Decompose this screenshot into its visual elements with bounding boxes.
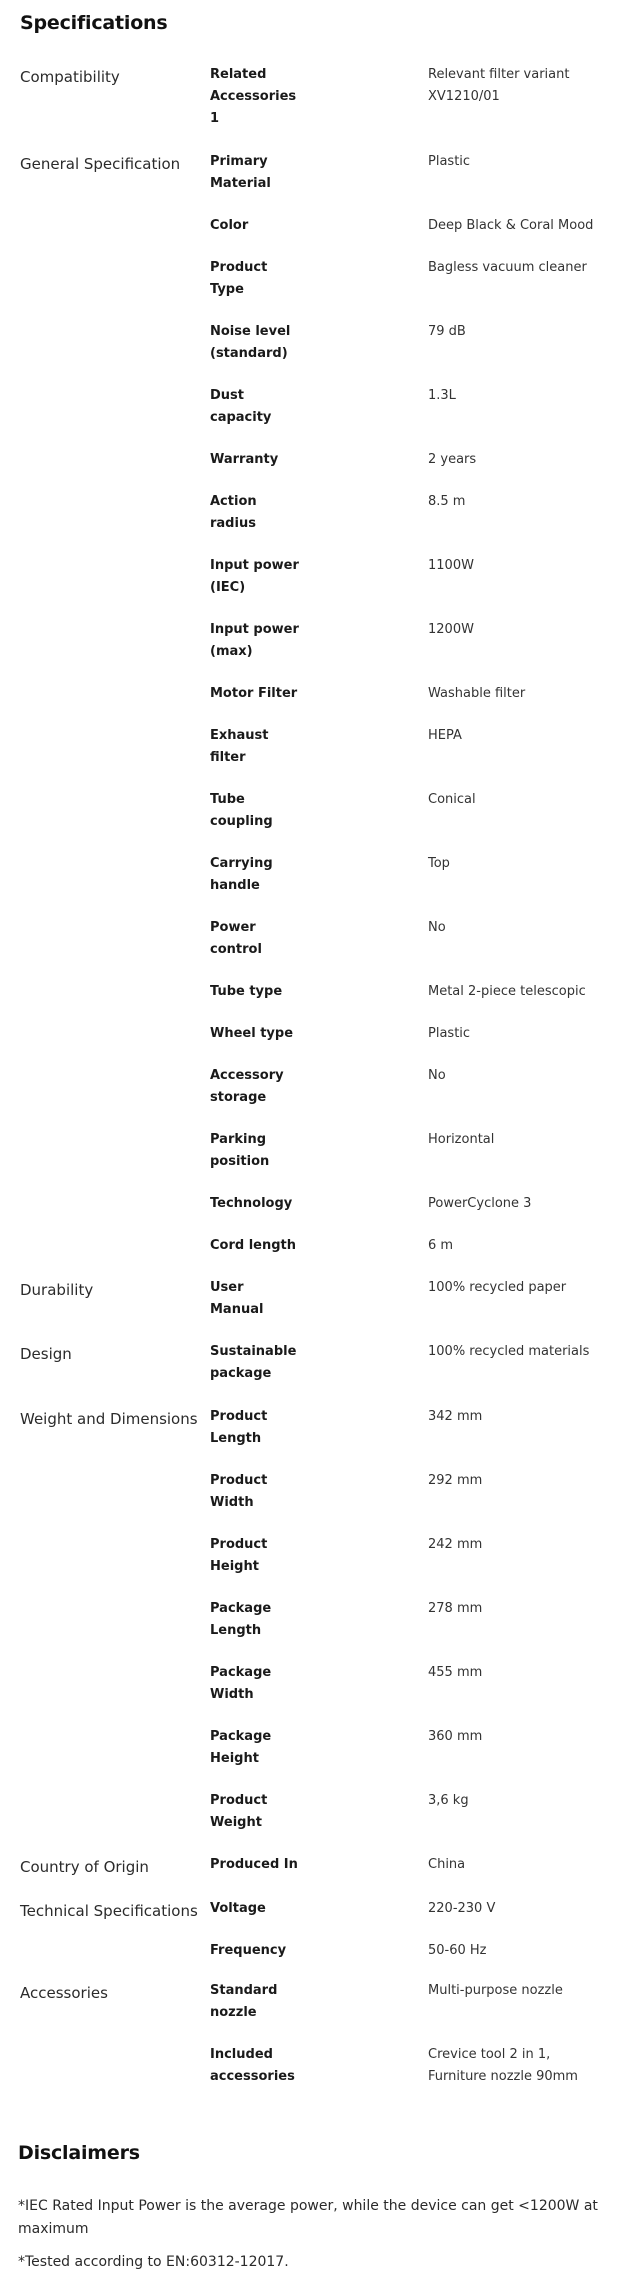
spec-key: Primary Material xyxy=(210,154,271,191)
spec-key-cell xyxy=(210,1023,428,1045)
spec-row xyxy=(210,151,608,195)
spec-value: 1200W xyxy=(428,622,474,637)
spec-group-label: Durability xyxy=(20,1281,94,1299)
spec-value: Bagless vacuum cleaner xyxy=(428,260,587,275)
spec-group-rows xyxy=(210,1898,608,1962)
spec-key: Product Type xyxy=(210,260,268,297)
spec-key-cell xyxy=(210,1341,428,1385)
spec-row xyxy=(210,1726,608,1770)
spec-key-cell xyxy=(210,257,428,301)
spec-key: Input power (IEC) xyxy=(210,558,299,595)
spec-value: 3,6 kg xyxy=(428,1793,469,1808)
spec-key: Frequency xyxy=(210,1943,287,1958)
spec-key-cell xyxy=(210,491,428,535)
spec-key-cell xyxy=(210,789,428,833)
spec-value: 2 years xyxy=(428,452,477,467)
spec-row xyxy=(210,2044,608,2088)
spec-key-cell xyxy=(210,1129,428,1173)
spec-value: Deep Black & Coral Mood xyxy=(428,218,594,233)
spec-group-rows xyxy=(210,1277,608,1321)
spec-row xyxy=(210,725,608,769)
spec-key-cell xyxy=(210,1235,428,1257)
spec-key: Package Length xyxy=(210,1601,272,1638)
spec-group-label: Compatibility xyxy=(20,68,120,86)
spec-row xyxy=(210,917,608,961)
spec-row xyxy=(210,1790,608,1834)
spec-row xyxy=(210,1854,608,1876)
spec-key: Product Weight xyxy=(210,1793,268,1830)
spec-key-cell xyxy=(210,981,428,1003)
spec-value: 79 dB xyxy=(428,324,466,339)
spec-row xyxy=(210,1470,608,1514)
spec-key-cell xyxy=(210,555,428,599)
spec-value: PowerCyclone 3 xyxy=(428,1196,532,1211)
spec-group-label: Accessories xyxy=(20,1984,108,2002)
spec-group-label: General Specification xyxy=(20,155,181,173)
spec-key: Voltage xyxy=(210,1901,266,1916)
spec-group-rows xyxy=(210,64,608,130)
spec-row xyxy=(210,1598,608,1642)
spec-key: Action radius xyxy=(210,494,257,531)
spec-group xyxy=(20,1341,608,1385)
spec-key: Related Accessories 1 xyxy=(210,67,297,126)
spec-value: Conical xyxy=(428,792,476,807)
spec-key-cell xyxy=(210,1898,428,1920)
spec-key: Package Height xyxy=(210,1729,272,1766)
spec-value: 8.5 m xyxy=(428,494,466,509)
spec-value: 50-60 Hz xyxy=(428,1943,487,1958)
spec-key-cell xyxy=(210,1854,428,1876)
spec-key-cell xyxy=(210,1065,428,1109)
spec-key-cell xyxy=(210,1534,428,1578)
spec-group-rows xyxy=(210,1980,608,2088)
spec-key-cell xyxy=(210,853,428,897)
spec-row xyxy=(210,1898,608,1920)
spec-value: No xyxy=(428,1068,446,1083)
spec-value: Washable filter xyxy=(428,686,526,701)
spec-row xyxy=(210,215,608,237)
spec-group-rows xyxy=(210,1406,608,1834)
spec-value: Plastic xyxy=(428,1026,471,1041)
spec-key-cell xyxy=(210,1940,428,1962)
spec-value: 100% recycled paper xyxy=(428,1280,567,1295)
spec-row xyxy=(210,619,608,663)
spec-key-cell xyxy=(210,1726,428,1770)
spec-row xyxy=(210,257,608,301)
spec-value: Metal 2-piece telescopic xyxy=(428,984,586,999)
spec-value: Multi-purpose nozzle xyxy=(428,1983,563,1998)
spec-key: Exhaust filter xyxy=(210,728,269,765)
spec-key-cell xyxy=(210,1662,428,1706)
spec-value: Plastic xyxy=(428,154,471,169)
spec-value: 1100W xyxy=(428,558,474,573)
spec-key-cell xyxy=(210,725,428,769)
spec-key-cell xyxy=(210,917,428,961)
spec-value: 292 mm xyxy=(428,1473,483,1488)
spec-key-cell xyxy=(210,64,428,130)
spec-group-label: Technical Specifications xyxy=(20,1902,198,1920)
spec-group xyxy=(20,1980,608,2088)
spec-row xyxy=(210,981,608,1003)
spec-key-cell xyxy=(210,1277,428,1321)
spec-key-cell xyxy=(210,619,428,663)
spec-row xyxy=(210,555,608,599)
spec-key: Package Width xyxy=(210,1665,272,1702)
spec-row xyxy=(210,1065,608,1109)
spec-row xyxy=(210,449,608,471)
spec-group-rows xyxy=(210,151,608,1257)
spec-key: Sustainable package xyxy=(210,1344,297,1381)
spec-key: Parking position xyxy=(210,1132,270,1169)
disclaimer-text: *Tested according to EN:60312-12017. xyxy=(18,2254,289,2270)
spec-group xyxy=(20,151,608,1257)
spec-key: Product Height xyxy=(210,1537,268,1574)
spec-key: Standard nozzle xyxy=(210,1983,278,2020)
spec-row xyxy=(210,1534,608,1578)
spec-key: Power control xyxy=(210,920,262,957)
spec-key: Wheel type xyxy=(210,1026,294,1041)
spec-key-cell xyxy=(210,449,428,471)
spec-row xyxy=(210,64,608,130)
spec-value: Horizontal xyxy=(428,1132,495,1147)
spec-row xyxy=(210,1277,608,1321)
spec-key: Motor Filter xyxy=(210,686,298,701)
spec-value: 455 mm xyxy=(428,1665,483,1680)
spec-row xyxy=(210,491,608,535)
spec-key-cell xyxy=(210,1193,428,1215)
spec-value: 342 mm xyxy=(428,1409,483,1424)
spec-key-cell xyxy=(210,683,428,705)
spec-key-cell xyxy=(210,1470,428,1514)
spec-value: HEPA xyxy=(428,728,462,743)
spec-row xyxy=(210,1023,608,1045)
spec-value: 220-230 V xyxy=(428,1901,496,1916)
spec-group xyxy=(20,1406,608,1834)
disclaimer-text: *IEC Rated Input Power is the average power, while the device can get <1200W at maximum xyxy=(18,2198,598,2237)
spec-key: Accessory storage xyxy=(210,1068,284,1105)
spec-row xyxy=(210,1235,608,1257)
spec-key: Cord length xyxy=(210,1238,297,1253)
spec-value: Top xyxy=(428,856,450,871)
spec-group xyxy=(20,1277,608,1321)
spec-group-label: Weight and Dimensions xyxy=(20,1410,198,1428)
spec-row xyxy=(210,853,608,897)
spec-group xyxy=(20,1854,608,1880)
spec-group-rows xyxy=(210,1341,608,1385)
spec-group-label: Design xyxy=(20,1345,72,1363)
spec-key: Tube type xyxy=(210,984,283,999)
specifications-heading: Specifications xyxy=(20,12,168,34)
spec-value: 278 mm xyxy=(428,1601,483,1616)
spec-key: Product Width xyxy=(210,1473,268,1510)
spec-row xyxy=(210,683,608,705)
spec-value: 1.3L xyxy=(428,388,456,403)
spec-key-cell xyxy=(210,321,428,365)
spec-key: Product Length xyxy=(210,1409,268,1446)
spec-row xyxy=(210,321,608,365)
spec-value: 6 m xyxy=(428,1238,454,1253)
spec-key: Color xyxy=(210,218,249,233)
spec-key: Tube coupling xyxy=(210,792,273,829)
spec-value: No xyxy=(428,920,446,935)
spec-key: Included accessories xyxy=(210,2047,295,2084)
spec-key-cell xyxy=(210,1406,428,1450)
spec-key: Technology xyxy=(210,1196,293,1211)
spec-group-label: Country of Origin xyxy=(20,1858,149,1876)
spec-key-cell xyxy=(210,1980,428,2024)
spec-row xyxy=(210,1193,608,1215)
spec-key-cell xyxy=(210,1790,428,1834)
spec-key: Dust capacity xyxy=(210,388,272,425)
spec-key-cell xyxy=(210,151,428,195)
spec-key-cell xyxy=(210,215,428,237)
spec-key: Produced In xyxy=(210,1857,298,1872)
spec-key: User Manual xyxy=(210,1280,264,1317)
spec-value: Crevice tool 2 in 1, Furniture nozzle 90mm xyxy=(428,2047,578,2084)
spec-key: Warranty xyxy=(210,452,279,467)
spec-group-rows xyxy=(210,1854,608,1880)
spec-key: Input power (max) xyxy=(210,622,299,659)
spec-key-cell xyxy=(210,385,428,429)
spec-row xyxy=(210,385,608,429)
spec-row xyxy=(210,789,608,833)
spec-key: Carrying handle xyxy=(210,856,273,893)
spec-row xyxy=(210,1980,608,2024)
disclaimers-heading: Disclaimers xyxy=(18,2142,140,2164)
spec-key: Noise level (standard) xyxy=(210,324,291,361)
spec-row xyxy=(210,1129,608,1173)
spec-row xyxy=(210,1940,608,1962)
spec-group xyxy=(20,1898,608,1962)
spec-value: China xyxy=(428,1857,466,1872)
spec-key-cell xyxy=(210,1598,428,1642)
spec-key-cell xyxy=(210,2044,428,2088)
spec-value: 100% recycled materials xyxy=(428,1344,590,1359)
spec-value: Relevant filter variant XV1210/01 xyxy=(428,67,570,104)
spec-row xyxy=(210,1406,608,1450)
specifications-table xyxy=(20,64,608,2088)
spec-row xyxy=(210,1662,608,1706)
spec-row xyxy=(210,1341,608,1385)
spec-value: 242 mm xyxy=(428,1537,483,1552)
spec-value: 360 mm xyxy=(428,1729,483,1744)
spec-group xyxy=(20,64,608,130)
